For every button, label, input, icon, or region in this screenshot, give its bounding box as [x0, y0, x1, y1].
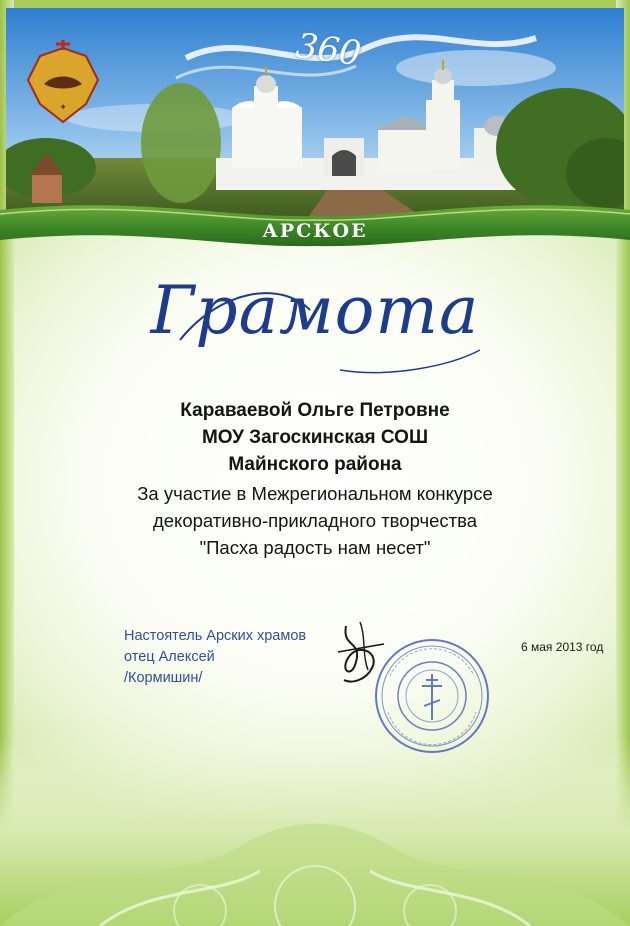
reason-line-3: "Пасха радость нам несет"	[199, 537, 431, 558]
signatory-block	[124, 626, 306, 689]
top-frame	[0, 0, 630, 8]
svg-text:✦: ✦	[59, 103, 67, 113]
signatory-title: Настоятель Арских храмов	[124, 628, 307, 644]
recipient-school: МОУ Загоскинская СОШ	[201, 427, 429, 448]
reason-line-2: декоративно-прикладного творчества	[152, 510, 478, 531]
signatory-surname: /Кормишин/	[124, 670, 203, 686]
issue-date: 6 мая 2013 год	[521, 640, 604, 654]
reason-line-1: За участие в Межрегиональном конкурсе	[137, 483, 493, 504]
coat-of-arms-icon	[24, 40, 102, 128]
signatory-name: отец Алексей	[124, 649, 215, 665]
recipient-name: Караваевой Ольге Петровне	[180, 400, 450, 421]
recipient-district: Майнского района	[228, 454, 402, 475]
church-seal-stamp	[370, 636, 494, 756]
bottom-ornament	[0, 736, 630, 926]
place-name: АРСКОЕ	[262, 220, 368, 242]
anniversary-number: 360	[293, 25, 364, 75]
document-title: Грамота	[150, 272, 480, 349]
